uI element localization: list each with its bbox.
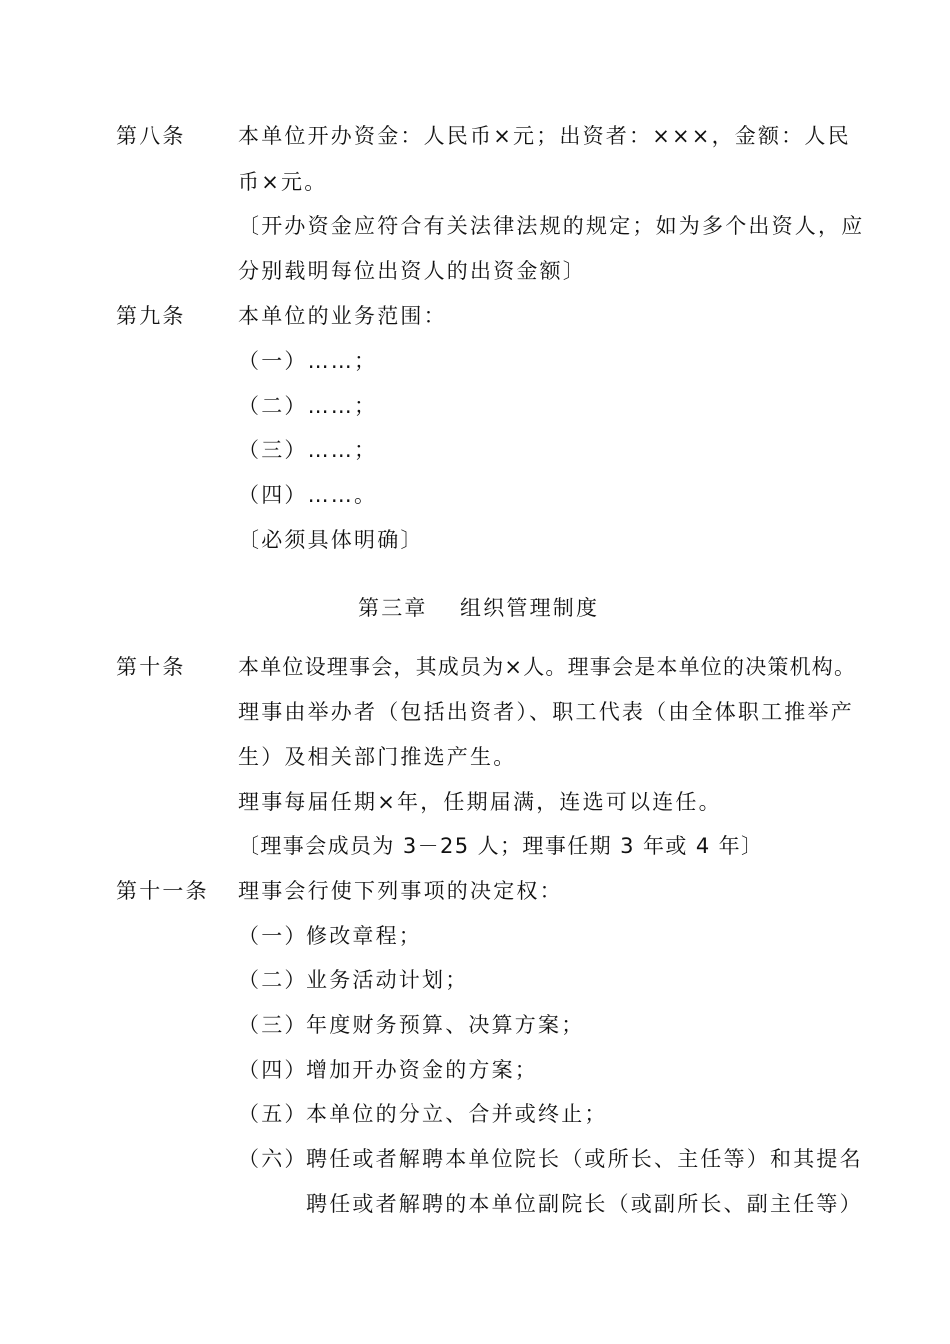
article-8-note-2: 分别载明每位出资人的出资金额〕 <box>238 259 586 283</box>
article-9-item: （一）……； <box>238 349 378 373</box>
article-10-line-4: 理事每届任期×年，任期届满，连选可以连任。 <box>238 790 722 814</box>
article-10-line-1: 本单位设理事会，其成员为×人。理事会是本单位的决策机构。 <box>238 655 857 679</box>
article-11-item-number: （三） <box>238 1013 308 1037</box>
article-11-label: 第十一条 <box>116 879 209 903</box>
article-9-intro: 本单位的业务范围： <box>238 304 447 328</box>
article-11-item-number: （五） <box>238 1102 308 1126</box>
article-8-line-2: 币×元。 <box>238 170 328 194</box>
article-11-item-text: 年度财务预算、决算方案； <box>306 1013 585 1037</box>
article-10-line-2: 理事由举办者（包括出资者）、职工代表（由全体职工推举产 <box>238 700 854 724</box>
article-8-label: 第八条 <box>116 124 186 148</box>
article-11-item-6-continuation: 聘任或者解聘的本单位副院长（或副所长、副主任等） <box>306 1192 863 1216</box>
article-11-item-number: （一） <box>238 924 308 948</box>
article-10-note: 〔理事会成员为 3－25 人；理事任期 3 年或 4 年〕 <box>238 834 764 858</box>
article-11-item-number: （二） <box>238 968 308 992</box>
article-9-item: （三）……； <box>238 438 378 462</box>
article-11-item-number: （四） <box>238 1058 308 1082</box>
article-11-item-number: （六） <box>238 1147 308 1171</box>
article-9-label: 第九条 <box>116 304 186 328</box>
article-8-note-1: 〔开办资金应符合有关法律法规的规定；如为多个出资人，应 <box>238 214 865 238</box>
article-11-item-text: 本单位的分立、合并或终止； <box>306 1102 608 1126</box>
article-9-item: （四）……。 <box>238 483 378 507</box>
article-11-item-text: 修改章程； <box>306 924 422 948</box>
article-8-line-1: 本单位开办资金：人民币×元；出资者：×××，金额：人民 <box>238 124 851 148</box>
chapter-number: 第三章 <box>358 596 428 620</box>
article-10-label: 第十条 <box>116 655 186 679</box>
article-9-item: （二）……； <box>238 394 378 418</box>
article-11-item-text: 业务活动计划； <box>306 968 469 992</box>
article-11-intro: 理事会行使下列事项的决定权： <box>238 879 563 903</box>
chapter-title: 组织管理制度 <box>460 596 600 620</box>
article-10-line-3: 生）及相关部门推选产生。 <box>238 745 517 769</box>
article-11-item-text: 聘任或者解聘本单位院长（或所长、主任等）和其提名 <box>306 1147 863 1171</box>
article-11-item-text: 增加开办资金的方案； <box>306 1058 538 1082</box>
article-9-note: 〔必须具体明确〕 <box>238 528 424 552</box>
